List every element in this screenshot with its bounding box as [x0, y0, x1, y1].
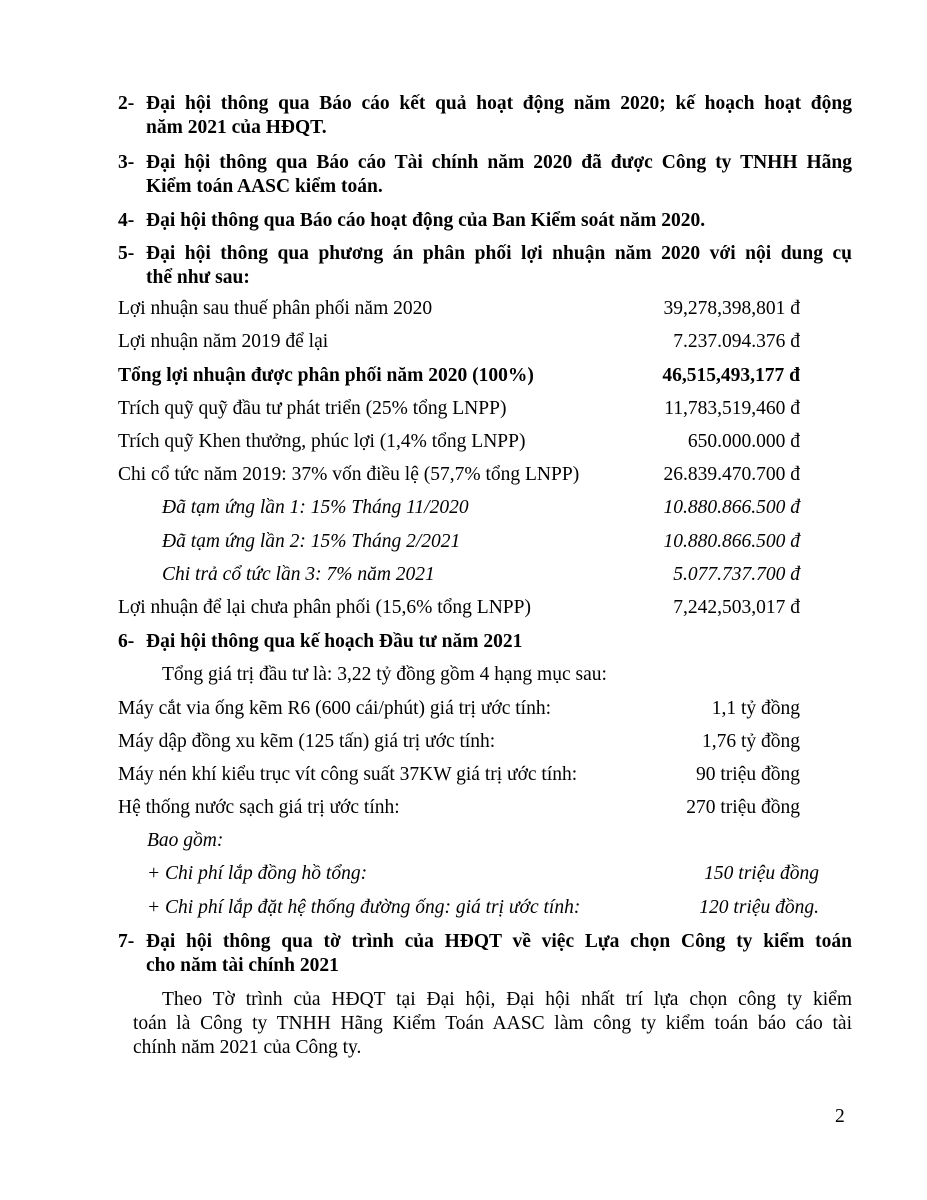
item-heading: Đại hội thông qua Báo cáo hoạt động của Ban Kiểm soát năm 2020.	[146, 210, 706, 231]
table-subrow-value: 5.077.737.700 đ	[673, 564, 800, 585]
investment-row-value: 1,1 tỷ đồng	[711, 698, 800, 719]
table-row-label-total: Tổng lợi nhuận được phân phối năm 2020 (100%)	[118, 365, 534, 386]
item-heading: Đại hội thông qua tờ trình của HĐQT về việc Lựa chọn Công ty kiểm toán	[146, 931, 852, 952]
investment-row-label: Máy cắt via ống kẽm R6 (600 cái/phút) giá trị ước tính:	[118, 698, 551, 719]
table-row-label: Lợi nhuận để lại chưa phân phối (15,6% tổng LNPP)	[118, 597, 531, 618]
investment-includes: Bao gồm:	[147, 830, 224, 851]
table-row-value: 26.839.470.700 đ	[663, 464, 800, 485]
item-heading: Đại hội thông qua Báo cáo kết quả hoạt động năm 2020; kế hoạch hoạt động	[146, 93, 852, 114]
investment-subrow-value: 120 triệu đồng.	[699, 897, 819, 918]
table-row-value: 39,278,398,801 đ	[663, 298, 800, 319]
investment-row-label: Máy nén khí kiểu trục vít công suất 37KW giá trị ước tính:	[118, 764, 578, 785]
item-number: 3-	[118, 152, 135, 173]
item-heading: Đại hội thông qua phương án phân phối lợi nhuận năm 2020 với nội dung cụ	[146, 243, 852, 264]
item-heading: Đại hội thông qua kế hoạch Đầu tư năm 2021	[146, 631, 523, 652]
item-number: 6-	[118, 631, 135, 652]
table-subrow-label: Đã tạm ứng lần 2: 15% Tháng 2/2021	[162, 531, 461, 552]
paragraph-line: Theo Tờ trình của HĐQT tại Đại hội, Đại hội nhất trí lựa chọn công ty kiểm	[162, 989, 852, 1010]
item-heading: Kiểm toán AASC kiểm toán.	[146, 176, 383, 197]
table-subrow-value: 10.880.866.500 đ	[663, 497, 800, 518]
investment-row-value: 270 triệu đồng	[686, 797, 800, 818]
investment-row-label: Hệ thống nước sạch giá trị ước tính:	[118, 797, 400, 818]
item-number: 2-	[118, 93, 135, 114]
table-row-value-total: 46,515,493,177 đ	[662, 365, 800, 386]
table-row-label: Trích quỹ quỹ đầu tư phát triển (25% tổng LNPP)	[118, 398, 507, 419]
table-subrow-label: Chi trả cổ tức lần 3: 7% năm 2021	[162, 564, 435, 585]
item-heading: năm 2021 của HĐQT.	[146, 117, 327, 138]
table-row-label: Chi cổ tức năm 2019: 37% vốn điều lệ (57,7% tổng LNPP)	[118, 464, 580, 485]
table-subrow-label: Đã tạm ứng lần 1: 15% Tháng 11/2020	[162, 497, 469, 518]
table-row-value: 7,242,503,017 đ	[673, 597, 800, 618]
item-heading: thể như sau:	[146, 267, 250, 288]
investment-subrow-label: + Chi phí lắp đồng hồ tổng:	[147, 863, 368, 884]
table-row-value: 11,783,519,460 đ	[664, 398, 800, 419]
investment-row-value: 90 triệu đồng	[696, 764, 800, 785]
table-row-value: 650.000.000 đ	[687, 431, 800, 452]
item-heading: cho năm tài chính 2021	[146, 955, 339, 976]
investment-subrow-value: 150 triệu đồng	[704, 863, 819, 884]
item-number: 4-	[118, 210, 135, 231]
page-number: 2	[835, 1106, 845, 1127]
investment-intro: Tổng giá trị đầu tư là: 3,22 tỷ đồng gồm 4 hạng mục sau:	[162, 664, 607, 685]
table-subrow-value: 10.880.866.500 đ	[663, 531, 800, 552]
table-row-value: 7.237.094.376 đ	[673, 331, 800, 352]
table-row-label: Lợi nhuận sau thuế phân phối năm 2020	[118, 298, 433, 319]
investment-row-label: Máy dập đồng xu kẽm (125 tấn) giá trị ước tính:	[118, 731, 496, 752]
investment-subrow-label: + Chi phí lắp đặt hệ thống đường ống: giá trị ước tính:	[147, 897, 581, 918]
investment-row-value: 1,76 tỷ đồng	[701, 731, 800, 752]
paragraph-line: chính năm 2021 của Công ty.	[133, 1037, 362, 1058]
paragraph-line: toán là Công ty TNHH Hãng Kiểm Toán AASC làm công ty kiểm toán báo cáo tài	[133, 1013, 852, 1034]
item-number: 5-	[118, 243, 135, 264]
table-row-label: Lợi nhuận năm 2019 để lại	[118, 331, 329, 352]
item-number: 7-	[118, 931, 135, 952]
table-row-label: Trích quỹ Khen thưởng, phúc lợi (1,4% tổng LNPP)	[118, 431, 526, 452]
item-heading: Đại hội thông qua Báo cáo Tài chính năm 2020 đã được Công ty TNHH Hãng	[146, 152, 852, 173]
